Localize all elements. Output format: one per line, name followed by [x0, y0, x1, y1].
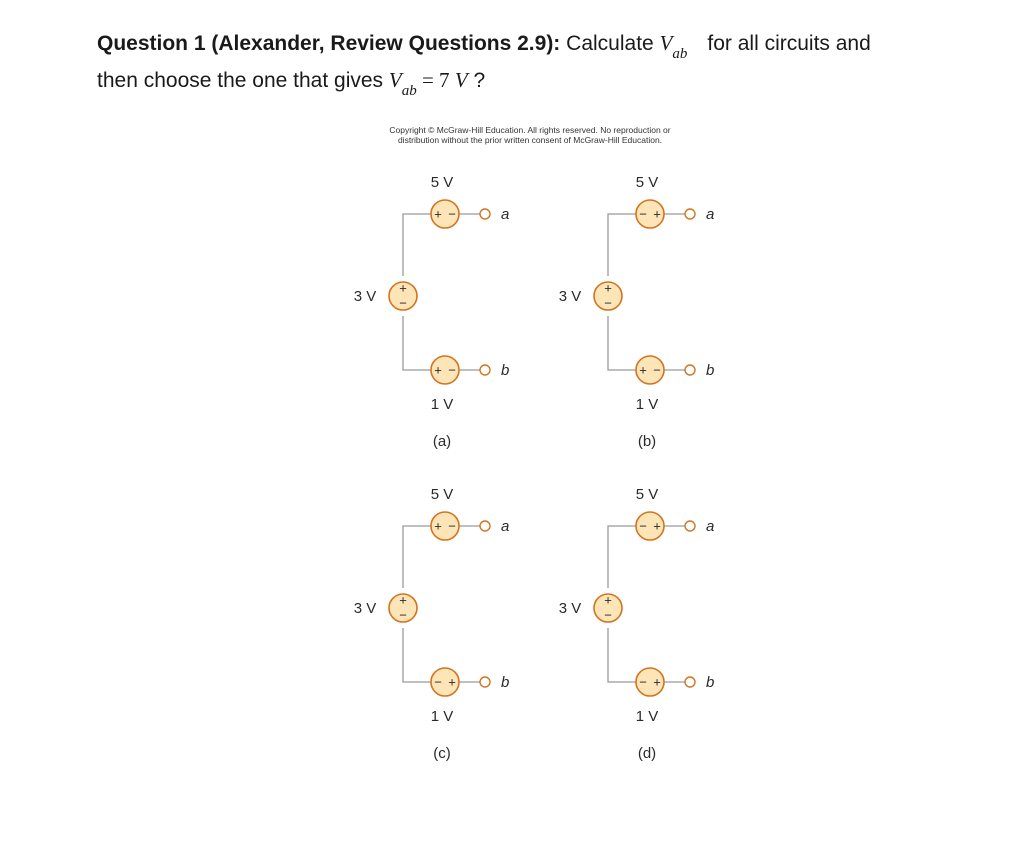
terminal-b-icon [685, 677, 695, 687]
bottom-source-label: 1 V [430, 708, 454, 725]
wire-bottom-left [403, 316, 431, 370]
top-source-left-sign: − [639, 518, 647, 534]
copyright-line-2: distribution without the prior written consent of McGraw-Hill Education. [397, 135, 663, 145]
terminal-b-icon [685, 365, 695, 375]
node-a-label: a [706, 518, 715, 535]
top-source-right-sign: + [653, 518, 661, 534]
terminal-b-icon [480, 365, 490, 375]
bottom-source-left-sign: − [434, 674, 442, 690]
bottom-source-label: 1 V [430, 396, 454, 413]
terminal-a-icon [480, 521, 490, 531]
left-source-top-sign: + [399, 592, 407, 608]
terminal-a-icon [685, 521, 695, 531]
top-source-right-sign: − [448, 206, 456, 222]
circuit-caption: (c) [433, 745, 451, 762]
left-source-label: 3 V [558, 600, 582, 617]
left-source-bottom-sign: − [604, 607, 612, 623]
terminal-a-icon [685, 209, 695, 219]
circuit-caption: (d) [637, 745, 657, 762]
terminal-b-icon [480, 677, 490, 687]
bottom-source-label: 1 V [635, 396, 659, 413]
left-source-bottom-sign: − [399, 607, 407, 623]
vab-equation: $V_{ab} = 7$ V [388, 68, 468, 99]
question-heading: Question 1 (Alexander, Review Questions 2.9): [97, 32, 561, 55]
question-end: ? [473, 69, 486, 92]
top-source-label: 5 V [635, 486, 659, 503]
node-a-label: a [501, 206, 510, 223]
top-source-left-sign: + [434, 518, 442, 534]
left-source-bottom-sign: − [604, 295, 612, 311]
bottom-source-right-sign: + [448, 674, 456, 690]
bottom-source-right-sign: + [653, 674, 661, 690]
left-source-top-sign: + [604, 280, 612, 296]
node-a-label: a [706, 206, 715, 223]
wire-bottom-left [403, 628, 431, 682]
wire-top-left [403, 526, 431, 588]
node-b-label: b [706, 674, 715, 691]
circuit-a [354, 174, 510, 450]
top-source-right-sign: + [653, 206, 661, 222]
circuit-d [559, 486, 715, 762]
bottom-source-left-sign: − [639, 674, 647, 690]
left-source-top-sign: + [399, 280, 407, 296]
left-source-label: 3 V [558, 288, 582, 305]
vab-symbol: $V_{ab}$ [659, 31, 688, 62]
question-line2-text: then choose the one that gives [97, 69, 384, 92]
top-source-right-sign: − [448, 518, 456, 534]
top-source-label: 5 V [430, 174, 454, 191]
left-source-bottom-sign: − [399, 295, 407, 311]
circuit-caption: (b) [637, 433, 657, 450]
wire-bottom-left [608, 316, 636, 370]
bottom-source-right-sign: − [653, 362, 661, 378]
top-source-label: 5 V [430, 486, 454, 503]
terminal-a-icon [480, 209, 490, 219]
node-a-label: a [501, 518, 510, 535]
wire-top-left [403, 214, 431, 276]
left-source-label: 3 V [353, 600, 377, 617]
node-b-label: b [501, 674, 510, 691]
left-source-top-sign: + [604, 592, 612, 608]
top-source-label: 5 V [635, 174, 659, 191]
wire-top-left [608, 526, 636, 588]
bottom-source-right-sign: − [448, 362, 456, 378]
top-source-left-sign: − [639, 206, 647, 222]
left-source-label: 3 V [353, 288, 377, 305]
question-text-after: for all circuits and [707, 32, 871, 55]
circuit-b [559, 174, 715, 450]
copyright-line-1: Copyright © McGraw-Hill Education. All rights reserved. No reproduction or [389, 125, 671, 135]
bottom-source-left-sign: + [639, 362, 647, 378]
node-b-label: b [706, 362, 715, 379]
top-source-left-sign: + [434, 206, 442, 222]
circuit-c [354, 486, 510, 762]
bottom-source-label: 1 V [635, 708, 659, 725]
wire-bottom-left [608, 628, 636, 682]
bottom-source-left-sign: + [434, 362, 442, 378]
circuit-caption: (a) [432, 433, 452, 450]
node-b-label: b [501, 362, 510, 379]
wire-top-left [608, 214, 636, 276]
question-text-before: Calculate [566, 32, 654, 55]
